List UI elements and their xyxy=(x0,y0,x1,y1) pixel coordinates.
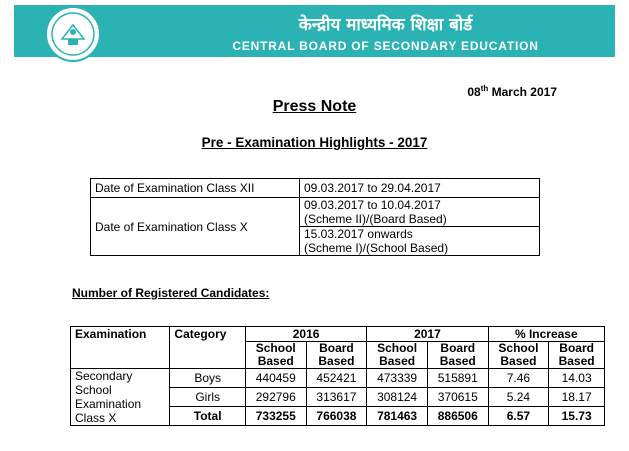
class12-value: 09.03.2017 to 29.04.2017 xyxy=(300,179,540,198)
sub-board-increase: Board Based xyxy=(549,342,605,369)
cell: 733255 xyxy=(245,407,306,426)
cell: 15.73 xyxy=(549,407,605,426)
schedule-row-class12 xyxy=(91,179,540,198)
cell: 766038 xyxy=(306,407,367,426)
cell: 5.24 xyxy=(488,388,549,407)
category-total: Total xyxy=(170,407,245,426)
class12-label: Date of Examination Class XII xyxy=(91,179,300,198)
cell: 886506 xyxy=(427,407,488,426)
class10-school-line2: (Scheme I)/(School Based) xyxy=(304,241,449,255)
category-girls: Girls xyxy=(170,388,245,407)
sub-board-2017: Board Based xyxy=(427,342,488,369)
cell: 473339 xyxy=(367,369,428,388)
cell: 515891 xyxy=(427,369,488,388)
header-banner xyxy=(0,0,629,62)
date-suffix: th xyxy=(480,84,489,93)
press-note-title: Press Note xyxy=(272,98,357,115)
highlights-title: Pre - Examination Highlights - 2017 xyxy=(201,135,428,150)
exam-name: Secondary School Examination Class X xyxy=(71,369,170,426)
exam-schedule-table xyxy=(90,178,540,256)
registered-candidates-title: Number of Registered Candidates: xyxy=(72,286,270,300)
sub-board-2016: Board Based xyxy=(306,342,367,369)
sub-school-2016: School Based xyxy=(245,342,306,369)
date-day: 08 xyxy=(467,85,481,99)
english-title: CENTRAL BOARD OF SECONDARY EDUCATION xyxy=(232,39,539,53)
sub-school-2017: School Based xyxy=(367,342,428,369)
date-rest: March 2017 xyxy=(491,85,557,99)
class10-school-value xyxy=(300,227,540,256)
col-category: Category xyxy=(170,327,245,369)
cell: 781463 xyxy=(367,407,428,426)
class10-board-line2: (Scheme II)/(Board Based) xyxy=(304,212,447,226)
category-boys: Boys xyxy=(170,369,245,388)
class10-school-line1: 15.03.2017 onwards xyxy=(304,227,413,241)
col-2016: 2016 xyxy=(245,327,366,342)
cell: 370615 xyxy=(427,388,488,407)
cell: 7.46 xyxy=(488,369,549,388)
hindi-title: केन्द्रीय माध्यमिक शिक्षा बोर्ड xyxy=(298,15,473,35)
cell: 313617 xyxy=(306,388,367,407)
cell: 440459 xyxy=(245,369,306,388)
cell: 18.17 xyxy=(549,388,605,407)
sub-school-increase: School Based xyxy=(488,342,549,369)
cell: 292796 xyxy=(245,388,306,407)
col-increase: % Increase xyxy=(488,327,604,342)
class10-board-line1: 09.03.2017 to 10.04.2017 xyxy=(304,198,441,212)
cell: 14.03 xyxy=(549,369,605,388)
cell: 6.57 xyxy=(488,407,549,426)
press-date xyxy=(467,84,557,99)
cell: 452421 xyxy=(306,369,367,388)
table-row xyxy=(71,369,605,388)
class10-label: Date of Examination Class X xyxy=(91,198,300,256)
candidates-table xyxy=(70,326,605,426)
cell: 308124 xyxy=(367,388,428,407)
header-row xyxy=(71,327,605,342)
class10-board-value xyxy=(300,198,540,227)
col-2017: 2017 xyxy=(367,327,488,342)
schedule-row-class10-board xyxy=(91,198,540,227)
col-examination: Examination xyxy=(71,327,170,369)
